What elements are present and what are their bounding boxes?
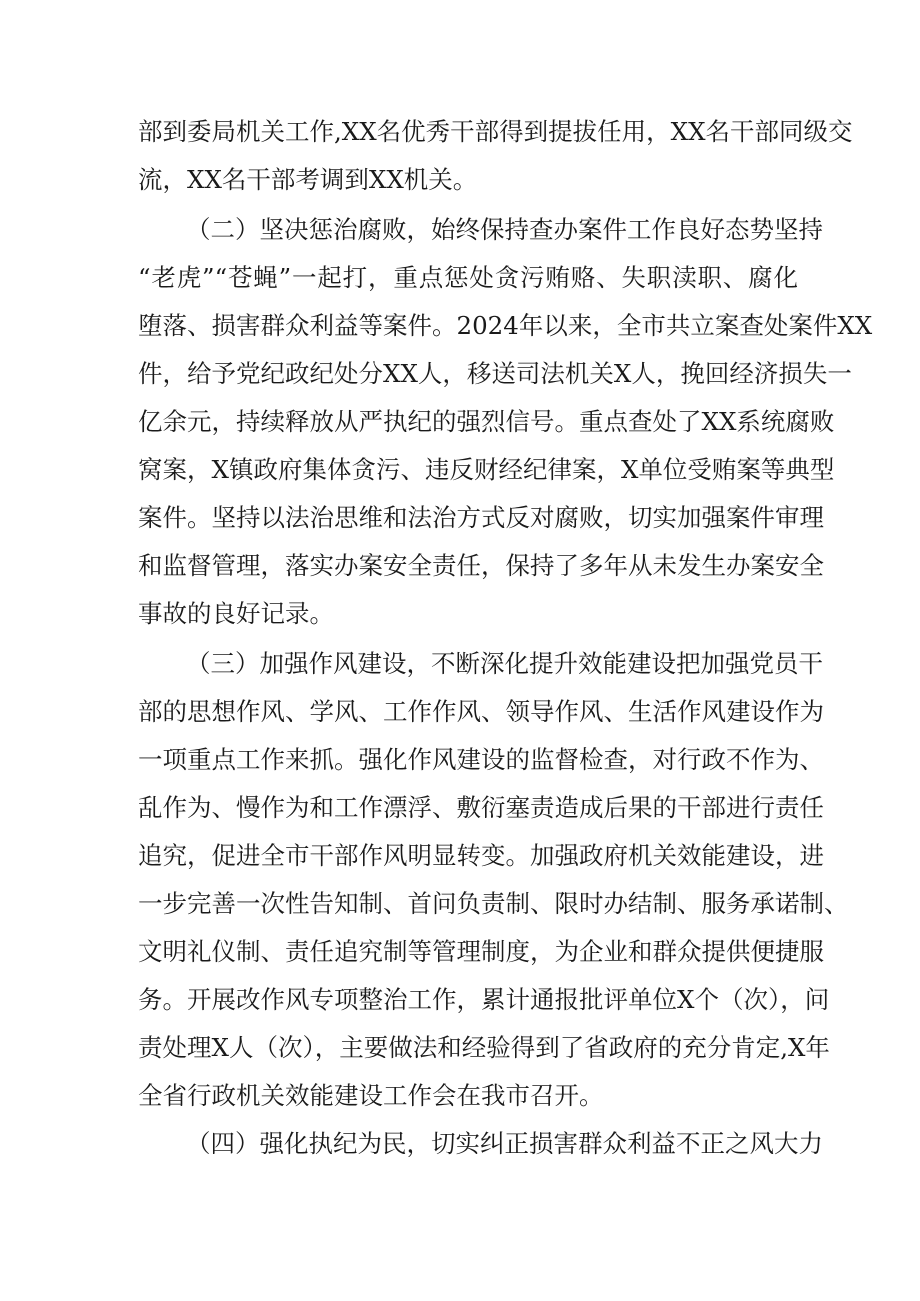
text-line: 乱作为、慢作为和工作漂浮、敷衍塞责造成后果的干部进行责任 (138, 793, 824, 822)
text-line: 务。开展改作风专项整治工作，累计通报批评单位X个（次），问 (138, 985, 830, 1014)
text-line: 和监督管理，落实办案安全责任，保持了多年从未发生办案安全 (138, 551, 824, 580)
text-line: 一步完善一次性告知制、首问负责制、限时办结制、服务承诺制、 (138, 889, 849, 918)
text-line: 文明礼仪制、责任追究制等管理制度，为企业和群众提供便捷服 (138, 937, 824, 966)
text-line: 流，XX名干部考调到XX机关。 (138, 165, 478, 194)
text-line: 部的思想作风、学风、工作作风、领导作风、生活作风建设作为 (138, 697, 824, 726)
text-line: 责处理X人（次），主要做法和经验得到了省政府的充分肯定,X年 (138, 1033, 830, 1062)
text-line: 一项重点工作来抓。强化作风建设的监督检查，对行政不作为、 (138, 745, 824, 774)
text-line: “老虎”“苍蝇”一起打，重点惩处贪污贿赂、失职渎职、腐化 (138, 263, 798, 292)
text-line: 件，给予党纪政纪处分XX人，移送司法机关X人，挽回经济损失一 (138, 359, 852, 388)
paragraph-heading-4: （四）强化执纪为民，切实纠正损害群众利益不正之风大力 (186, 1129, 823, 1158)
text-line: 窝案，X镇政府集体贪污、违反财经纪律案，X单位受贿案等典型 (138, 455, 835, 484)
text-line: 堕落、损害群众利益等案件。2024年以来，全市共立案查处案件XX (138, 311, 873, 340)
text-line: 追究，促进全市干部作风明显转变。加强政府机关效能建设，进 (138, 841, 824, 870)
paragraph-heading-3: （三）加强作风建设，不断深化提升效能建设把加强党员干 (186, 649, 823, 678)
text-line: 全省行政机关效能建设工作会在我市召开。 (138, 1081, 604, 1110)
text-line: 案件。坚持以法治思维和法治方式反对腐败，切实加强案件审理 (138, 503, 824, 532)
text-line: 亿余元，持续释放从严执纪的强烈信号。重点查处了XX系统腐败 (138, 407, 835, 436)
text-line: 事故的良好记录。 (138, 599, 334, 628)
text-line: 部到委局机关工作,XX名优秀干部得到提拔任用，XX名干部同级交 (138, 117, 853, 146)
paragraph-heading-2: （二）坚决惩治腐败，始终保持查办案件工作良好态势坚持 (186, 215, 823, 244)
